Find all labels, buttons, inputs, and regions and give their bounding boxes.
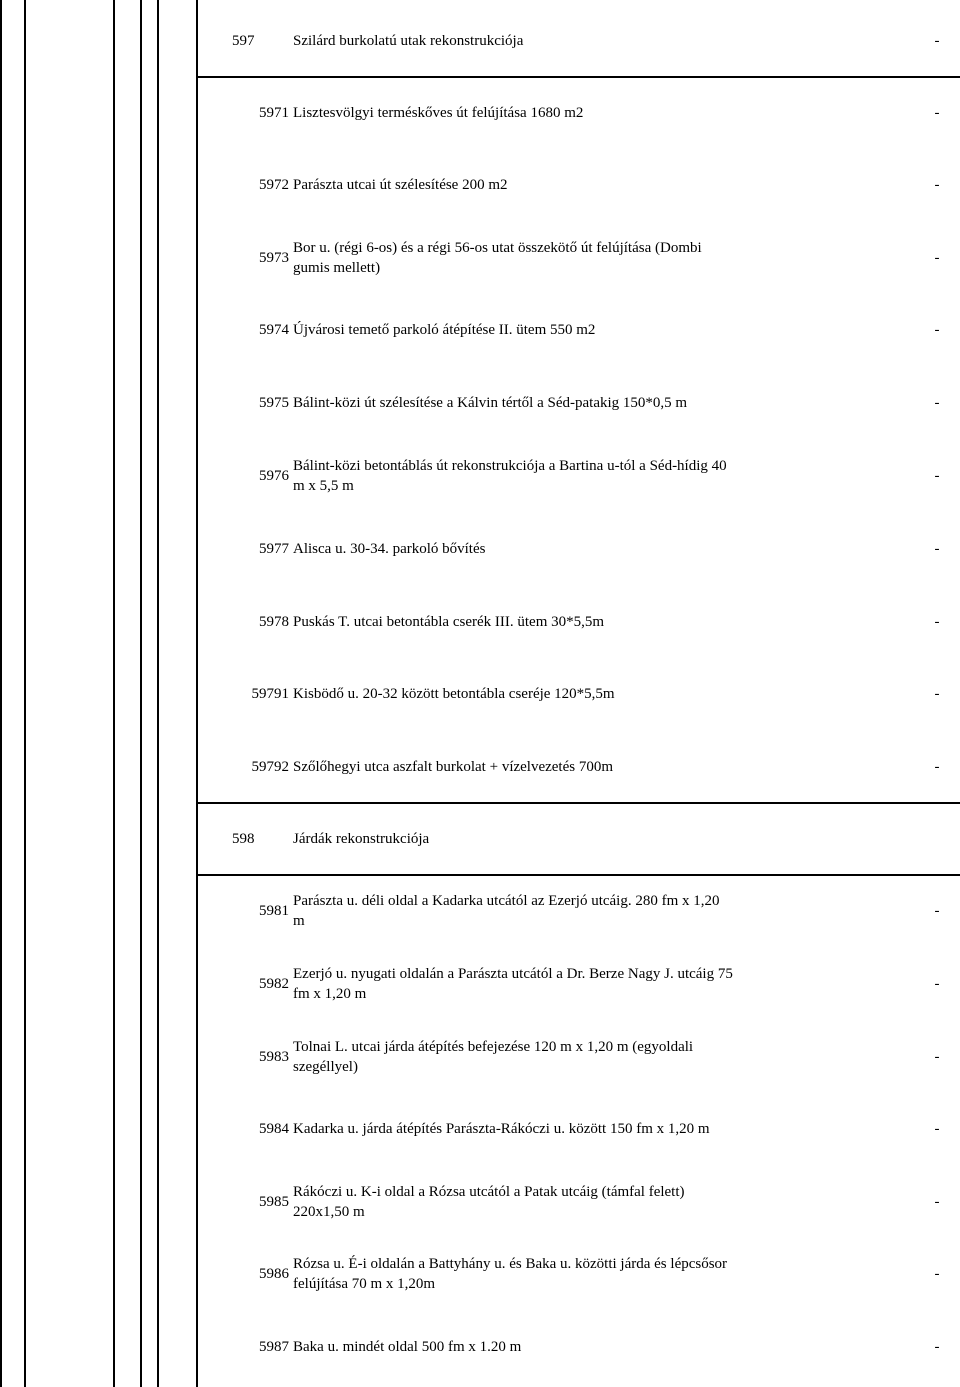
- table-row: [0, 77, 960, 149]
- item-value: -: [934, 468, 940, 484]
- item-description: Járdák rekonstrukciója: [293, 831, 430, 847]
- item-code: 5985: [259, 1194, 289, 1210]
- item-value: -: [934, 177, 940, 193]
- item-value: -: [934, 33, 940, 49]
- table-row: [0, 1238, 960, 1310]
- item-description: Lisztesvölgyi terméskőves út felújítása 1680 m2: [293, 105, 584, 121]
- table-row: [0, 222, 960, 294]
- item-code: 5975: [259, 395, 289, 411]
- item-value: -: [934, 759, 940, 775]
- item-description: Parászta u. déli oldal a Kadarka utcától az Ezerjó utcáig. 280 fm x 1,20 m: [293, 893, 720, 929]
- table-row: [0, 658, 960, 730]
- table-row: [0, 294, 960, 366]
- item-description: Ezerjó u. nyugati oldalán a Parászta utcától a Dr. Berze Nagy J. utcáig 75 fm x 1,20 m: [293, 966, 733, 1002]
- item-value: -: [934, 686, 940, 702]
- item-value: -: [934, 976, 940, 992]
- table-row: [0, 875, 960, 947]
- item-description: Baka u. mindét oldal 500 fm x 1.20 m: [293, 1339, 522, 1355]
- item-description: Alisca u. 30-34. parkoló bővítés: [293, 541, 486, 557]
- table-row: [0, 5, 960, 77]
- item-description: Kisbödő u. 20-32 között betontábla cseréje 120*5,5m: [293, 686, 615, 702]
- table-row: [0, 513, 960, 585]
- item-code: 5987: [259, 1339, 289, 1355]
- item-description: Tolnai L. utcai járda átépítés befejezése 120 m x 1,20 m (egyoldali szegéllyel): [293, 1039, 694, 1075]
- item-value: -: [934, 395, 940, 411]
- item-code: 5974: [259, 322, 289, 338]
- item-code: 5971: [259, 105, 289, 121]
- item-code: 5981: [259, 903, 289, 919]
- table-row: [0, 731, 960, 803]
- table-row: [0, 1021, 960, 1093]
- item-code: 59791: [251, 686, 289, 702]
- item-description: Kadarka u. járda átépítés Parászta-Rákóczi u. között 150 fm x 1,20 m: [293, 1121, 710, 1137]
- item-description: Puskás T. utcai betontábla cserék III. ütem 30*5,5m: [293, 614, 605, 630]
- item-value: -: [934, 1194, 940, 1210]
- item-code: 5978: [259, 614, 289, 630]
- item-value: -: [934, 105, 940, 121]
- item-value: -: [934, 614, 940, 630]
- table-row: [0, 1311, 960, 1383]
- item-description: Parászta utcai út szélesítése 200 m2: [293, 177, 508, 193]
- item-description: Rózsa u. É-i oldalán a Battyhány u. és Baka u. közötti járda és lépcsősor felújítása 70 m x 1,20m: [293, 1256, 728, 1292]
- item-description: Bálint-közi betontáblás út rekonstrukciója a Bartina u-tól a Séd-hídig 40 m x 5,5 m: [293, 458, 727, 494]
- item-code: 5972: [259, 177, 289, 193]
- item-value: -: [934, 1339, 940, 1355]
- item-code: 5973: [259, 250, 289, 266]
- item-code: 5982: [259, 976, 289, 992]
- item-value: -: [934, 1121, 940, 1137]
- table-row: [0, 803, 960, 875]
- item-value: -: [934, 903, 940, 919]
- item-code: 5986: [259, 1266, 289, 1282]
- table-row: [0, 149, 960, 221]
- table-row: [0, 1166, 960, 1238]
- item-code: 5983: [259, 1049, 289, 1065]
- item-value: -: [934, 541, 940, 557]
- item-description: Bálint-közi út szélesítése a Kálvin tértől a Séd-patakig 150*0,5 m: [293, 395, 688, 411]
- table-row: [0, 586, 960, 658]
- table-row: [0, 367, 960, 439]
- item-description: Szilárd burkolatú utak rekonstrukciója: [293, 33, 524, 49]
- item-value: -: [934, 250, 940, 266]
- item-code: 5984: [259, 1121, 289, 1137]
- item-description: Rákóczi u. K-i oldal a Rózsa utcától a Patak utcáig (támfal felett) 220x1,50 m: [293, 1184, 685, 1220]
- item-description: Újvárosi temető parkoló átépítése II. ütem 550 m2: [293, 322, 596, 338]
- item-value: -: [934, 1266, 940, 1282]
- item-code: 598: [232, 831, 255, 847]
- item-description: Bor u. (régi 6-os) és a régi 56-os utat összekötő út felújítása (Dombi gumis mellett): [293, 240, 702, 276]
- table-row: [0, 1093, 960, 1165]
- item-code: 5977: [259, 541, 289, 557]
- item-value: -: [934, 1049, 940, 1065]
- item-code: 59792: [251, 759, 289, 775]
- table-row: [0, 948, 960, 1020]
- table-row: [0, 440, 960, 512]
- item-code: 5976: [259, 468, 289, 484]
- item-value: -: [934, 322, 940, 338]
- item-code: 597: [232, 33, 255, 49]
- item-description: Szőlőhegyi utca aszfalt burkolat + vízelvezetés 700m: [293, 759, 614, 775]
